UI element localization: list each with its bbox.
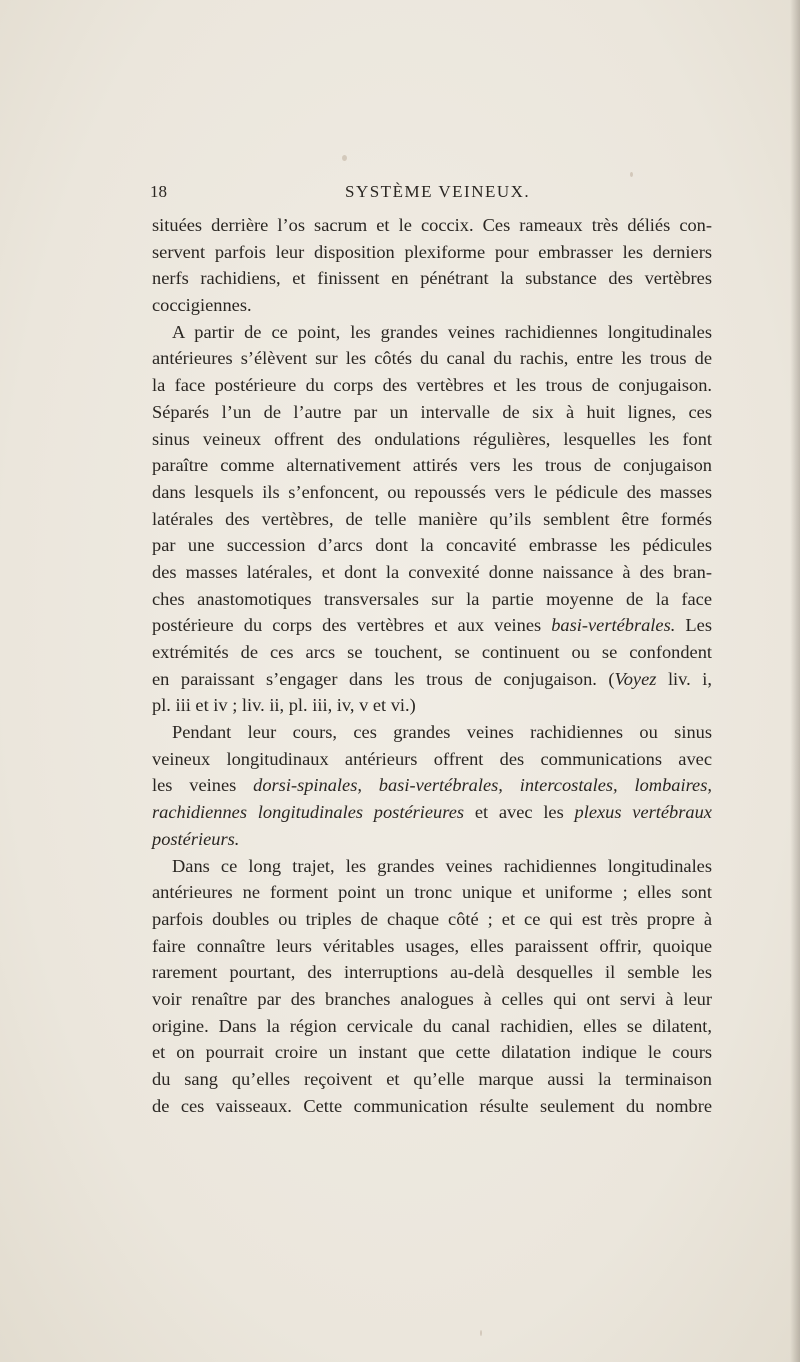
page-number: 18 [150, 182, 167, 201]
italic-term: basi-vertébrales. [551, 615, 676, 636]
text-line: de ces vaisseaux. Cette communication résulte seulement du nombre [152, 1095, 712, 1116]
paper-speck [630, 172, 633, 177]
text-line: situées derrière l’os sacrum et le coccix. Ces rameaux très déliés con- [152, 215, 712, 235]
page-edge-shadow [790, 0, 800, 1362]
text-line: rachidiennes longitudinales postérieures et avec les plexus vertébraux [152, 802, 712, 823]
text-line: les veines dorsi-spinales, basi-vertébrales, intercostales, lombaires, [152, 775, 712, 796]
text-line: du sang qu’elles reçoivent et qu’elle marque aussi la terminaison [152, 1069, 712, 1089]
paper-speck [342, 155, 347, 161]
text-line: la face postérieure du corps des vertèbres et les trous de conjugaison. [152, 375, 712, 396]
text-line: dans lesquels ils s’enfoncent, ou repoussés vers le pédicule des masses [152, 481, 712, 502]
text-line: coccigiennes. [152, 295, 252, 316]
paper-speck [480, 1330, 482, 1336]
paragraph-start: Pendant leur cours, ces grandes veines rachidiennes ou sinus [172, 722, 712, 743]
text-line: origine. Dans la région cervicale du canal rachidien, elles se dilatent, [152, 1015, 712, 1036]
text-line: nerfs rachidiens, et finissent en pénétrant la substance des vertèbres [152, 268, 712, 289]
text-line: parfois doubles ou triples de chaque côté ; et ce qui est très propre à [152, 908, 712, 929]
text-line: postérieure du corps des vertèbres et aux veines basi-vertébrales. Les [152, 615, 712, 636]
text-line: pl. iii et iv ; liv. ii, pl. iii, iv, v et vi.) [152, 695, 416, 716]
page-header-title: SYSTÈME VEINEUX. [345, 182, 531, 201]
text-line: antérieures ne forment point un tronc unique et uniforme ; elles sont [152, 882, 712, 903]
paragraph-start: Dans ce long trajet, les grandes veines rachidiennes longitudinales [172, 855, 712, 876]
italic-term: rachidiennes longitudinales postérieures [152, 802, 465, 823]
text-line: par une succession d’arcs dont la concavité embrasse les pédicules [152, 535, 712, 556]
italic-term: postérieurs. [152, 828, 240, 849]
text-line: rarement pourtant, des interruptions au-delà desquelles il semble les [152, 962, 712, 983]
text-line: voir renaître par des branches analogues à celles qui ont servi à leur [152, 988, 712, 1009]
paragraph-start: A partir de ce point, les grandes veines rachidiennes longitudinales [172, 321, 712, 342]
text-line: extrémités de ces arcs se touchent, se continuent ou se confondent [152, 642, 712, 662]
body-text [152, 212, 712, 1119]
text-line: en paraissant s’engager dans les trous de conjugaison. (Voyez liv. i, [152, 668, 712, 689]
italic-term: Voyez [614, 668, 657, 689]
text-line: servent parfois leur disposition plexiforme pour embrasser les derniers [152, 241, 712, 262]
text-line: antérieures s’élèvent sur les côtés du canal du rachis, entre les trous de [152, 348, 712, 369]
text-line: faire connaître leurs véritables usages, elles paraissent offrir, quoique [152, 935, 712, 956]
text-line: latérales des vertèbres, de telle manière qu’ils semblent être formés [152, 508, 712, 529]
text-line: ches anastomotiques transversales sur la partie moyenne de la face [152, 588, 712, 609]
text-line: veineux longitudinaux antérieurs offrent des communications avec [152, 748, 712, 769]
text-line: sinus veineux offrent des ondulations régulières, lesquelles les font [152, 428, 712, 449]
text-line: Séparés l’un de l’autre par un intervalle de six à huit lignes, ces [152, 401, 712, 422]
italic-term: plexus vertébraux [574, 802, 712, 823]
italic-term: dorsi-spinales, basi-vertébrales, intercostales, lombaires, [253, 775, 712, 796]
text-line [152, 826, 712, 853]
text-line: paraître comme alternativement attirés vers les trous de conjugaison [152, 455, 712, 476]
running-head [150, 182, 650, 206]
text-line: et on pourrait croire un instant que cette dilatation indique le cours [152, 1042, 712, 1063]
text-line: des masses latérales, et dont la convexité donne naissance à des bran- [152, 561, 712, 582]
